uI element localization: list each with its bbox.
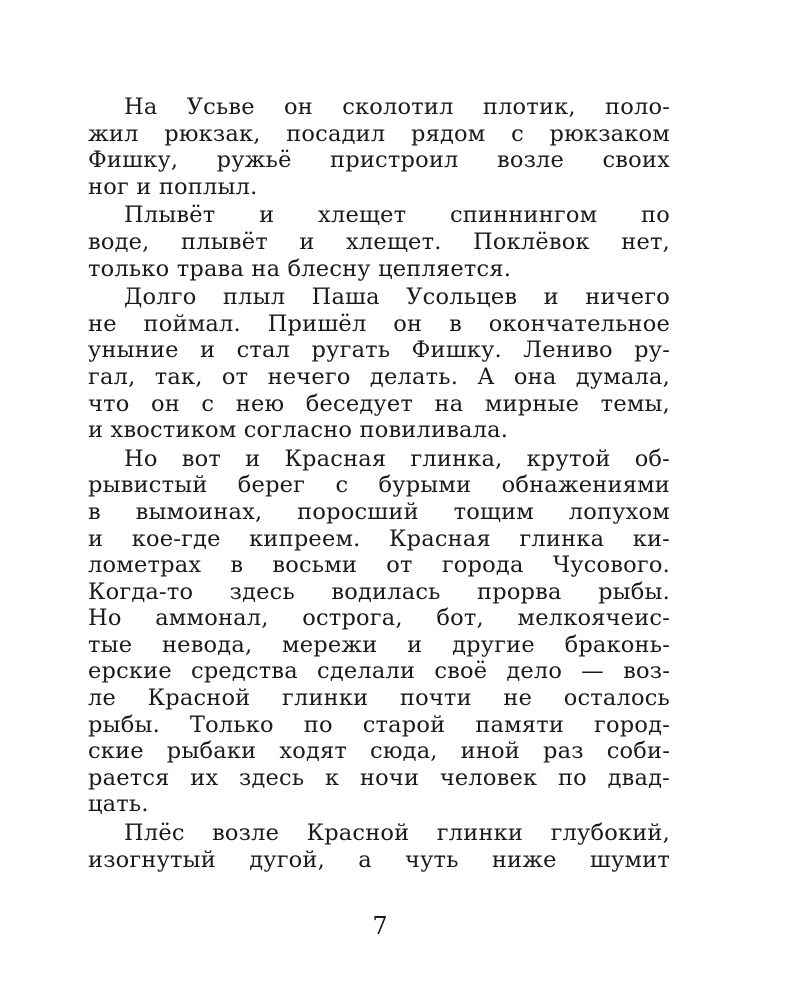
text-line: изогнутый дугой, а чуть ниже шумит bbox=[88, 846, 670, 873]
text-line: Но вот и Красная глинка, крутой об- bbox=[124, 445, 670, 472]
text-line: Плывёт и хлещет спиннингом по bbox=[124, 202, 670, 229]
page-body bbox=[88, 94, 670, 873]
text-line: воде, плывёт и хлещет. Поклёвок нет, bbox=[88, 228, 670, 255]
paragraph-2 bbox=[88, 202, 670, 282]
text-line: Фишку, ружьё пристроил возле своих bbox=[88, 147, 670, 174]
text-line: лометрах в восьми от города Чусового. bbox=[88, 552, 670, 579]
text-line: рается их здесь к ночи человек по двад- bbox=[88, 764, 670, 791]
text-line: в вымоинах, поросший тощим лопухом bbox=[88, 498, 670, 525]
text-line: не поймал. Пришёл он в окончательное bbox=[88, 310, 670, 337]
paragraph-4 bbox=[88, 446, 670, 818]
text-line: рывистый берег с бурыми обнажениями bbox=[88, 472, 670, 499]
paragraph-1 bbox=[88, 94, 670, 200]
text-line: жил рюкзак, посадил рядом с рюкзаком bbox=[88, 120, 670, 147]
text-line: Но аммонал, острога, бот, мелкоячеис- bbox=[88, 605, 670, 632]
text-line: На Усьве он сколотил плотик, поло- bbox=[124, 94, 670, 120]
text-line: цать. bbox=[88, 791, 149, 818]
paragraph-3 bbox=[88, 284, 670, 444]
text-line: ские рыбаки ходят сюда, иной раз соби- bbox=[88, 738, 670, 765]
text-line: и кое-где кипреем. Красная глинка ки- bbox=[88, 525, 670, 552]
text-line: гал, так, от нечего делать. А она думала, bbox=[88, 363, 670, 390]
text-line: Плёс возле Красной глинки глубокий, bbox=[124, 820, 670, 847]
text-line: ног и поплыл. bbox=[88, 173, 258, 200]
paragraph-5 bbox=[88, 820, 670, 873]
text-line: Долго плыл Паша Усольцев и ничего bbox=[124, 284, 670, 311]
text-line: тые невода, мережи и другие браконь- bbox=[88, 631, 670, 658]
text-line: что он с нею беседует на мирные темы, bbox=[88, 390, 670, 417]
text-line: только трава на блесну цепляется. bbox=[88, 255, 512, 282]
text-line: рыбы. Только по старой памяти город- bbox=[88, 711, 670, 738]
text-line: ерские средства сделали своё дело — воз- bbox=[88, 658, 670, 685]
page-number: 7 bbox=[372, 912, 388, 940]
text-line: уныние и стал ругать Фишку. Лениво ру- bbox=[88, 337, 670, 364]
text-line: и хвостиком согласно повиливала. bbox=[88, 417, 509, 444]
text-line: ле Красной глинки почти не осталось bbox=[88, 685, 670, 712]
text-line: Когда-то здесь водилась прорва рыбы. bbox=[88, 578, 670, 605]
